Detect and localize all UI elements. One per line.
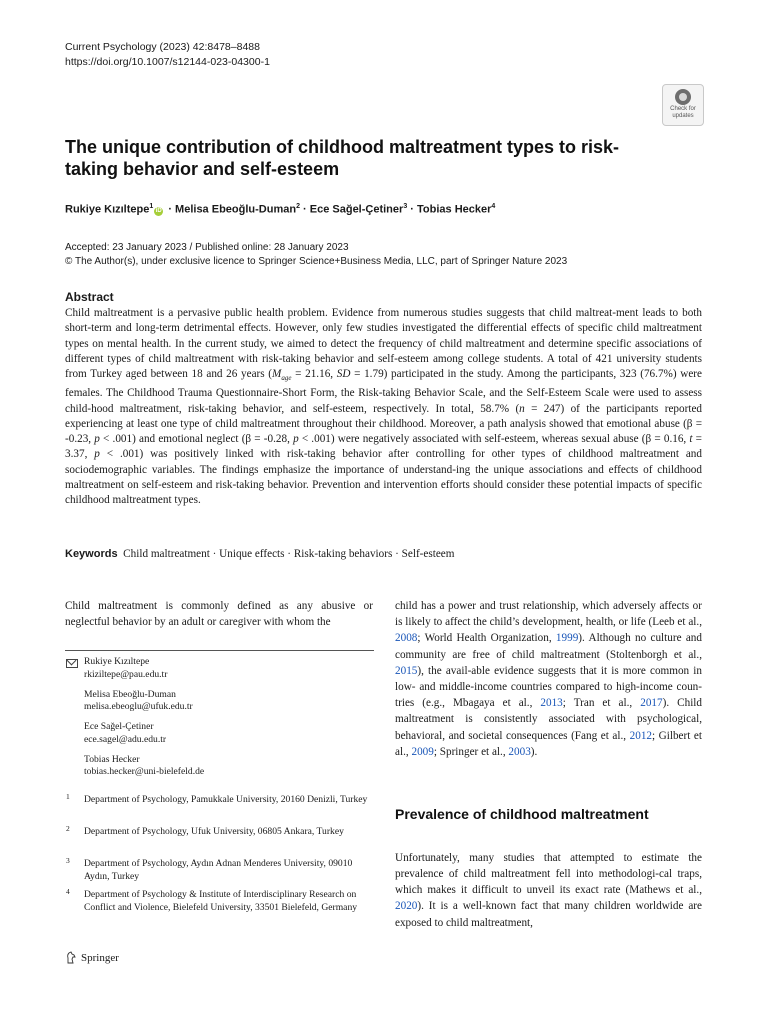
section-heading-prevalence: Prevalence of childhood maltreatment xyxy=(395,806,649,822)
author-list xyxy=(65,203,495,216)
affiliation-number: 1 xyxy=(66,792,70,801)
prevalence-paragraph: Unfortunately, many studies that attempted to estimate the prevalence of child maltreatment fell into methodologi-cal traps, which makes it difficult to unveil its exact rate (Mathews et al., 2020). It is a well-known fact that many children worldwide are exposed to child maltreatment, xyxy=(395,852,702,929)
keywords-list: Child maltreatment · Unique effects · Risk-taking behaviors · Self-esteem xyxy=(123,548,455,560)
contact-email[interactable]: ece.sagel@adu.edu.tr xyxy=(84,733,167,745)
accepted-date: Accepted: 23 January 2023 / Published online: 28 January 2023 xyxy=(65,242,349,253)
author-affil-sup: 1 xyxy=(149,203,154,210)
check-updates-line1: Check for xyxy=(670,106,696,112)
contact-email[interactable]: tobias.hecker@uni-bielefeld.de xyxy=(84,766,205,777)
citation-link[interactable]: 2020 xyxy=(395,900,418,913)
author-separator: · xyxy=(407,203,417,216)
contact-entry xyxy=(84,721,204,746)
intro-left-paragraph: Child maltreatment is commonly defined as any abusive or neglectful behavior by an adult or caregiver with whom the xyxy=(65,600,373,628)
orcid-icon[interactable]: iD xyxy=(155,207,162,214)
affiliation-text: Department of Psychology, Pamukkale University, 20160 Denizli, Turkey xyxy=(84,794,368,805)
author-name[interactable]: Tobias Hecker xyxy=(417,203,492,216)
author-name[interactable]: Ece Sağel-Çetiner xyxy=(309,203,404,216)
citation-link[interactable]: 2013 xyxy=(540,697,563,710)
contact-name: Ece Sağel-Çetiner xyxy=(84,721,154,732)
contact-email[interactable]: melisa.ebeoglu@ufuk.edu.tr xyxy=(84,701,193,712)
citation-link[interactable]: 2015 xyxy=(395,664,418,677)
affiliation-text: Department of Psychology, Aydın Adnan Menderes University, 09010 Aydın, Turkey xyxy=(84,858,353,882)
author-separator: · xyxy=(165,203,176,216)
article-title: The unique contribution of childhood maltreatment types to risk-taking behavior and self-esteem xyxy=(65,137,620,179)
footnote-divider xyxy=(65,650,374,651)
author-name[interactable]: Rukiye Kızıltepe xyxy=(65,203,150,216)
author-separator: · xyxy=(299,203,310,216)
affiliation-number: 4 xyxy=(66,887,70,896)
check-for-updates-badge[interactable] xyxy=(662,84,704,126)
abstract-heading: Abstract xyxy=(65,290,114,304)
keywords-label: Keywords xyxy=(65,548,118,560)
doi-link[interactable]: https://doi.org/10.1007/s12144-023-04300-1 xyxy=(65,56,270,68)
citation-link[interactable]: 2003 xyxy=(508,745,531,758)
citation-link[interactable]: 2017 xyxy=(640,697,663,710)
contact-name: Tobias Hecker xyxy=(84,753,140,765)
publisher-footer xyxy=(65,951,119,964)
citation-link[interactable]: 2008 xyxy=(395,632,418,645)
affiliation-number: 2 xyxy=(66,824,70,833)
corresponding-contacts xyxy=(84,656,204,786)
springer-horse-icon xyxy=(65,951,77,964)
journal-citation: Current Psychology (2023) 42:8478–8488 xyxy=(65,41,260,53)
author-affil-sup: 3 xyxy=(403,203,408,210)
intro-right-paragraph: child has a power and trust relationship, which adversely affects or is likely to affect the child’s development, health, or life (Leeb et al., 2008; World Health Organization, 1999). Although no culture and community are free of child maltreatment (Stoltenborgh et al., 2015), the avail-able evidence suggests that it is more common in low- and middle-income countries compared to high-income coun-tries (e.g., Mbagaya et al., 2013; Tran et al., 2017). Child maltreatment is consistently associated with psychological, behavioral, and societal consequences (Fang et al., 2012; Gilbert et al., 2009; Springer et al., 2003). xyxy=(395,600,702,758)
publication-dates xyxy=(65,241,567,269)
check-updates-icon xyxy=(675,89,691,105)
citation-link[interactable]: 2012 xyxy=(629,729,652,742)
citation-link[interactable]: 1999 xyxy=(555,632,579,645)
affiliation-text: Department of Psychology, Ufuk University, 06805 Ankara, Turkey xyxy=(84,826,344,837)
contact-name: Melisa Ebeoğlu-Duman xyxy=(84,688,176,700)
affiliation-number: 3 xyxy=(66,856,70,865)
journal-header xyxy=(65,40,270,70)
abstract-body: Child maltreatment is a pervasive public health problem. Evidence from numerous studies suggests that child maltreat-ment leads to both short-term and long-term detrimental effects. However, only few studies investigated the differential effects of specific child maltreatment types on mental health. In the current study, we aimed to detect the frequency of child maltreatment and determine specific associations of different types of child maltreatment with risk-taking behavior and self-esteem among college students. A total of 421 university students from Turkey aged between 18 and 26 years ($M_{age} = 21.16$, SD = 1.79) participated in the study. Among the participants, 323 (76.7%) were females. The Childhood Trauma Questionnaire-Short Form, the Risk-taking Behavior Scale, and the Self-Esteem Scale were used to assess child-hood maltreatment, risk-taking behavior, and self-esteem, respectively. In total, 58.7% (n = 247) of the participants reported experiencing at least one type of child maltreatment throughout their childhood. Moreover, a path analysis showed that emotional abuse (β = -0.23, p < .001) and emotional neglect (β = -0.28, p < .001) were negatively associated with self-esteem, whereas sexual abuse (β = 0.16, t = 3.37, p < .001) was positively linked with risk-taking behavior after controlling for other types of childhood maltreatment and sociodemographic variables. The findings emphasize the importance of understand-ing the unique associations and effects of childhood maltreatment on self-esteem and risk-taking behavior. Prevention and intervention efforts should consider these potential impacts of specific childhood maltreatment types. xyxy=(65,307,703,507)
affiliation-text: Department of Psychology & Institute of Interdisciplinary Research on Conflict and Violence, Bielefeld University, 33501 Bielefeld, Germany xyxy=(84,889,358,913)
keywords xyxy=(65,548,715,560)
publisher-name: Springer xyxy=(81,951,119,964)
author-name[interactable]: Melisa Ebeoğlu-Duman xyxy=(175,203,297,216)
contact-name: Rukiye Kızıltepe xyxy=(84,656,150,667)
contact-email[interactable]: rkiziltepe@pau.edu.tr xyxy=(84,668,168,680)
envelope-icon xyxy=(66,659,78,668)
citation-link[interactable]: 2009 xyxy=(411,745,434,758)
contact-entry xyxy=(84,754,204,779)
copyright-line: © The Author(s), under exclusive licence to Springer Science+Business Media, LLC, part of Springer Nature 2023 xyxy=(65,256,568,267)
contact-entry xyxy=(84,689,204,714)
author-affil-sup: 2 xyxy=(296,203,300,210)
contact-entry xyxy=(84,656,204,681)
author-affil-sup: 4 xyxy=(491,203,496,210)
check-updates-line2: updates xyxy=(672,112,694,119)
